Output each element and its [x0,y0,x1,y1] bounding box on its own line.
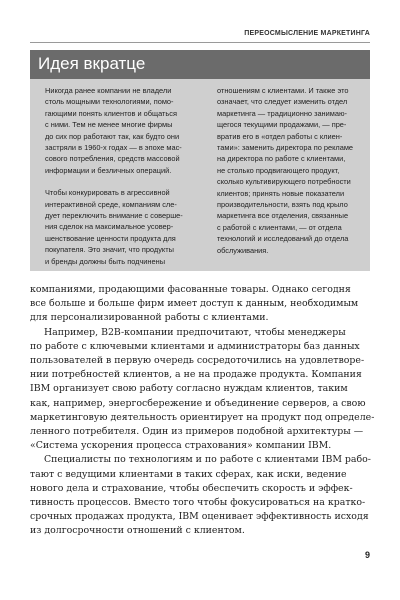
sidebar-line: застряли в 1960-х годах — в эпохе мас- [45,143,182,153]
sidebar-line: столь мощными технологиями, помо- [45,97,174,107]
sidebar-line: и бренды должны быть подчинены [45,256,166,266]
sidebar-line: сколько культивирующего потребности [217,177,351,187]
body-line: пользователей в первую очередь сосредоточились на удовлетворе- [30,355,365,367]
body-line: нового дела и страхование, чтобы обеспечить скорость и эффек- [30,482,353,494]
sidebar-line: с работой с клиентами, — от отдела [217,222,342,232]
body-line: нии потребностей клиентов, а не на продаже продукта. Компания [30,369,362,381]
sidebar-line: с ними. Тем не менее многие фирмы [45,120,173,130]
sidebar-line: технологий и исследований до отдела [217,234,349,244]
running-head: ПЕРЕОСМЫСЛЕНИЕ МАРКЕТИНГА [244,30,370,37]
page-number: 9 [364,550,370,560]
sidebar-right-column [217,85,363,256]
sidebar-title-bar [30,50,370,79]
body-line: «Система ускорения процесса страхования» компании IBM. [30,440,332,452]
body-line: из долгосрочности отношений с клиентом. [30,525,245,537]
body-text [30,283,375,539]
sidebar-line: на директора по работе с клиентами, [217,154,346,164]
sidebar-title: Идея вкратце [38,54,146,73]
sidebar-line: маркетинга — традиционно занимаю- [217,108,347,118]
sidebar-line: покупателя. Это значит, что продукты [45,245,174,255]
sidebar-line: до сих пор работают так, как будто они [45,131,180,141]
body-line: тают с ведущими клиентами в таких сферах, как иски, ведение [30,468,347,480]
sidebar-line: не столько продвигающего продукт, [217,165,340,175]
body-line: по работе с ключевыми клиентами и администраторы баз данных [30,340,360,352]
body-line: тивность процессов. Вместо того чтобы фокусироваться на кратко- [30,497,366,509]
sidebar-line: отношениям с клиентами. И также это [217,86,349,95]
sidebar-line: вратив его в «отдел работы с клиен- [217,131,343,141]
sidebar-line: клиентов; принять новые показатели [217,188,345,198]
sidebar-line: означает, что следует изменить отдел [217,97,348,107]
sidebar-line: шенствование ценности продукта для [45,233,176,243]
body-line: IBM организует свою работу согласно нуждам клиентов, таким [30,383,348,395]
paragraph-gap [45,176,191,187]
body-line: для персонализированной работы с клиентами. [30,312,269,324]
body-line: как, например, энергосбережение и объединение серверов, а свою [30,397,366,409]
sidebar-line: ния сделок на максимальное усовер- [45,222,174,232]
sidebar-line: обслуживания. [217,245,269,255]
sidebar-line: маркетинга все отделения, связанные [217,211,349,221]
sidebar-line: интерактивной среде, компаниям сле- [45,199,177,209]
sidebar-line: Никогда ранее компании не владели [45,86,172,95]
sidebar-line: Чтобы конкурировать в агрессивной [45,188,170,198]
body-line: срочных продажах продукта, IBM оценивает эффективность исходя [30,511,369,523]
header-rule [30,42,370,43]
body-line: компаниями, продающими фасованные товары. Однако сегодня [30,284,351,295]
body-line: ленного потребителя. Один из примеров подобной архитектуры — [30,426,364,438]
sidebar-line: тами»: заменить директора по рекламе [217,143,354,153]
sidebar-line: сового потребления, средств массовой [45,154,180,164]
sidebar-box [30,79,370,271]
sidebar-left-column [45,85,191,267]
sidebar-line: гающими понять клиентов и общаться [45,108,177,118]
sidebar-line: щегося текущими продажами, — пре- [217,120,347,130]
body-line: Например, B2B-компании предпочитают, чтобы менеджеры [44,326,346,338]
body-line: Специалисты по технологиям и по работе с клиентами IBM рабо- [44,454,371,466]
body-line: маркетинговую деятельность ориентирует на продукт под определе- [30,411,375,423]
sidebar-line: информации и безличных операций. [45,165,172,175]
body-line: все больше и больше фирм имеет доступ к данным, необходимым [30,298,359,310]
sidebar-line: производительности, взять под крыло [217,200,348,210]
sidebar-line: дует переключить внимание с соверше- [45,211,183,221]
